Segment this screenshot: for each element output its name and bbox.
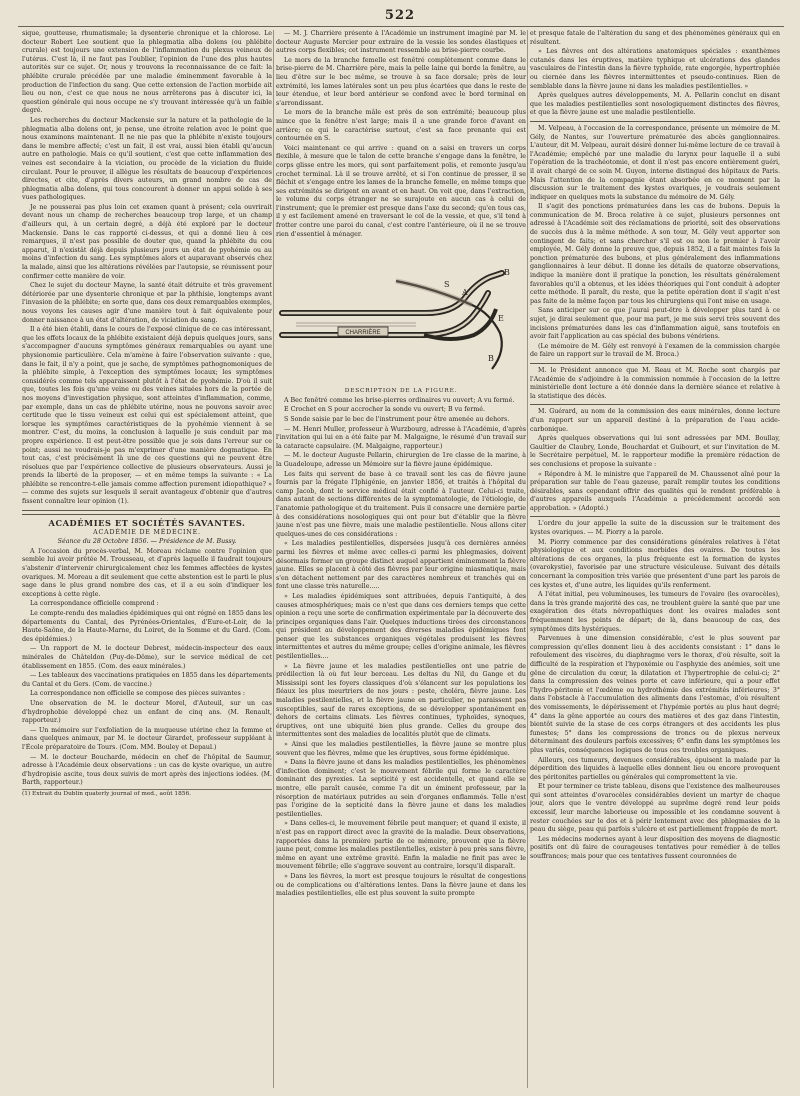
column-divider <box>527 30 528 1088</box>
figure-label-s: S <box>444 280 450 290</box>
paragraph: — Un rapport de M. le docteur Debrest, médecin-inspecteur des eaux minérales de Châteldon (Puy-de-Dôme), sur le service médical de cet établissement en 1855. (Com. des eaux minérales.) <box>22 645 272 670</box>
paragraph: Et pour terminer ce triste tableau, disons que l'existence des malheureuses qui sont atteintes d'ovarocèles considérables devient un martyr de chaque jour, alors que le ventre développé au suprême degré rend leur poids excessif, leur marche laborieuse ou impossible et les condamne souvent à rester couchées sur le dos et à périr lentement avec des phlegmasies de la peau du siège, peau qui parfois s'ulcère et est partiellement frappée de mort. <box>530 783 780 834</box>
paragraph: M. Velpeau, à l'occasion de la correspondance, présente un mémoire de M. Gély, de Nantes, sur l'ouverture prématurée des abcès ganglionnaires. L'auteur, dit M. Velpeau, aurait désiré donner lui-même lecture de ce travail à l'Académie; empêché par une maladie du larynx pour laquelle il a subi l'opération de la trachéotomie, et dont il n'est pas encore entièrement guéri, il avait chargé de ce soin M. Guyon, interne distingué des hôpitaux de Paris. Mais l'attention de la compagnie étant absorbée en ce moment par la discussion sur le traitement des kystes ovariques, je voudrais seulement indiquer en quelques mots la substance du mémoire de M. Gély. <box>530 124 780 201</box>
paragraph: — M. Henri Muller, professeur à Wurzbourg, adresse à l'Académie, d'après l'invitation qui lui en a été faite par M. Malgaigne, le résumé d'un travail sur la cataracte capsulaire. (M. Malgaigne, rapporteur.) <box>276 425 526 450</box>
paragraph: Les faits qui servent de base à ce travail sont les cas de fièvre jaune fournis par la frégate l'Iphigénie, en janvier 1856, et traités à l'hôpital du camp Jacob, dont le service médical était confié à l'auteur. Celui-ci traite, dans autant de sections différentes de la symptomatologie, de l'étiologie, de l'anatomie pathologique et du traitement. Puis il consacre une dernière partie à des considérations nosologiques qui ont pour but d'établir que la fièvre jaune n'est pas une fièvre, mais une maladie pestilentielle. Nous allons citer quelques-unes de ces considérations : <box>276 470 526 538</box>
paragraph: » Les fièvres ont des altérations anatomiques spéciales : exanthèmes cutanés dans les éruptives, matière typhique et ulcérations des glandes vasculaires de l'intestin dans la fièvre typhoïde, rate engorgée, hypertrophiée ou ciernée dans les fièvres intermittentes et pseudo-continues. Rien de semblable dans la fièvre jaune ni dans les maladies pestilentielles. » <box>530 48 780 90</box>
column-divider <box>273 30 274 1088</box>
paragraph: M. Piorry commence par des considérations générales relatives à l'état physiologique et aux conditions morbides des ovaires. De toutes les altérations de ces organes, la plus fréquente est la formation de kystes (ovarokystie), favorisée par une structure vésiculeuse. Suivant des détails concernant la composition très variée que présentent d'une part les parois de ces kystes et, d'une autre, les liquides qu'ils renferment. <box>530 538 780 589</box>
paragraph: sique, goutteuse, rhumatismale; la dysenterie chronique et la chlorose. Le docteur Robert Lee soutient que la phlegmatia alba dolens (ou phlébite crurale) est toujours une extension de l'inflammation du plexus veineux de l'utérus. C'est là, il ne faut pas l'oublier, l'opinion de l'une des plus hautes autorités sur ce sujet. Or, nous y trouvons la reconnaissance de ce fait: la phlébite crurale précédée par une maladie éminemment favorable à la production de l'infection du sang. Que cette extension de l'action morbide ait lieu ou non, c'est ce que nous ne nous arrêterons pas à discuter ici, la question générale qui nous occupe ne s'y trouvant intéressée qu'à un faible degré. <box>22 30 272 115</box>
paragraph: Une observation de M. le docteur Morel, d'Auteuil, sur un cas d'hydrophobie développé chez un enfant de cinq ans. (M. Renault, rapporteur.) <box>22 699 272 725</box>
paragraph: Il a été bien établi, dans le cours de l'exposé clinique de ce cas intéressant, que les effets locaux de la phlébite existaient déjà depuis quelques jours, sans s'accompagner d'aucuns symptômes généraux remarquables ou ayant une physionomie particulière. Cela m'amène à faire l'observation suivante : que, dans le fait, il n'y a point, que je sache, de symptômes pathognomoniques de la phlébite simple, à l'exception des symptômes locaux; les symptômes considérés comme tels apparaissent plutôt à l'état de pyohémie. D'où il suit que, toutes les fois qu'une veine ou des veines situées hors de la portée de nos moyens d'investigation physique, sont atteintes d'inflammation, comme, par exemple, dans un cas de phlébite utérine, nous ne pouvons savoir avec certitude que le tissu veineux est celui qui est spécialement atteint, que lorsque les symptômes caractéristiques de la pyohémie viennent à se montrer. C'est, du moins, la conclusion à laquelle je suis conduit par ma propre expérience. Il est peut-être possible que je sois dans l'erreur sur ce point; aussi ne voudrais-je pas m'exprimer d'une manière dogmatique. En tout cas, c'est précisément là une de ces questions qui ne peuvent être résolues que par l'expérience collective de plusieurs observateurs. Aussi je prends la liberté de la proposer, — et en même temps la suivante : « La phlébite se rencontre-t-elle jamais comme affection purement idiopathique? » — comme des sujets sur lesquels il serait avantageux d'obtenir que d'autres fissent connaître leur opinion (1). <box>22 326 272 506</box>
paragraph: M. le Président annonce que M. Reau et M. Roche sont chargés par l'Académie de s'adjoindre à la commission nommée à l'occasion de la lettre ministérielle dont lecture a été donnée dans la dernière séance et relative à la statistique des décès. <box>530 366 780 400</box>
column-2 <box>276 30 526 1088</box>
column-1 <box>22 30 272 1088</box>
paragraph: Les médecins modernes ayant à leur disposition des moyens de diagnostic positifs ont dû faire de courageuses tentatives pour remédier à de telles souffrances; mais pour que ces tentatives fussent couronnées de <box>530 835 780 861</box>
figure-label-b2: B <box>488 354 494 364</box>
section-rule <box>22 514 272 515</box>
separator-rule <box>530 516 780 517</box>
section-subtitle: ACADÉMIE DE MÉDECINE. <box>93 528 201 536</box>
session-meta: Séance du 28 Octobre 1856. — Présidence de M. Bussy. <box>57 538 237 546</box>
column-3 <box>530 30 780 1088</box>
figure-caption: DESCRIPTION DE LA FIGURE. <box>344 388 458 395</box>
paragraph: — M. J. Charrière présente à l'Académie un instrument imaginé par M. le docteur Auguste Mercier pour extraire de la vessie les sondes élastiques et autres corps flexibles; cet instrument ressemble au brise-pierre courbe. <box>276 30 526 55</box>
paragraph: S Sonde saisie par le bec de l'instrument pour être amenée au dehors. <box>284 416 510 424</box>
figure-label-b: B <box>504 268 510 278</box>
paragraph: Parvenues à une dimension considérable, c'est le plus souvent par compression qu'elles donnent lieu à des accidents consistant : 1° dans le refoulement des viscères, du diaphragme vers le thorax, d'où résulte, soit la difficulté de la respiration et l'hypoxémie ou l'asphyxie des anémies, soit une gêne de circulation du cœur, la dilatation et l'hypertrophie de celui-ci; 2° dans la compression des veines porte et cave inférieure, qui a pour effet l'hydro-péritonie et l'œdème ou hydrothémie des extrémités inférieures; 3° dans l'obstacle à l'accumulation des aliments dans l'estomac, d'où résultent des vomissements, le dépérissement et l'hypémie portés au plus haut degré; 4° dans la gêne apportée au cours des matières et des gaz dans l'intestin, bientôt suivie de la stase de ces corps étrangers et des accidents les plus funestes; 5° dans les compressions de troncs ou de plexus nerveux déterminant des douleurs parfois excessives; 6° enfin dans les symptômes les plus variés, conséquences logiques de tous ces troubles organiques. <box>530 635 780 754</box>
section-rule <box>22 510 272 511</box>
paragraph: — M. le docteur Boucharde, médecin en chef de l'hôpital de Saumur, adresse à l'Académie deux observations : un cas de kyste ovarique, un autre d'hydropisie ascite, tous deux suivis de mort après des injections iodées. (M. Barth, rapporteur.) <box>22 753 272 787</box>
separator-rule <box>530 363 780 364</box>
paragraph: A l'occasion du procès-verbal, M. Moreau réclame contre l'opinion que semble lui avoir prêtée M. Trousseau, et d'après laquelle il faudrait toujours s'abstenir d'intervenir chirurgicalement chez les femmes affectées de kystes ovariques. M. Moreau a dit seulement que cette abstention est le parti le plus sage dans le plus grand nombre des cas, et il a eu soin d'indiquer les exceptions à cette règle. <box>22 547 272 598</box>
paragraph: (Le mémoire de M. Gély est renvoyé à l'examen de la commission chargée de faire un rapport sur le travail de M. Broca.) <box>530 342 780 359</box>
paragraph: A Bec fenêtré comme les brise-pierres ordinaires vu ouvert; A vu fermé. <box>284 396 515 404</box>
paragraph: Sans anticiper sur ce que j'aurai peut-être à développer plus tard à ce sujet, je dirai seulement que, pour ma part, je me suis servi très souvent des incisions prématurées dans les cas d'inflammation aiguë, sans toutefois en avoir fait l'application au cas spécial des bubons vénériens. <box>530 307 780 341</box>
paragraph: — Un mémoire sur l'exfoliation de la muqueuse utérine chez la femme et dans quelques animaux, par M. le docteur Girardet, professeur suppléant à l'École préparatoire de Tours. (Com. MM. Bouley et Depaul.) <box>22 726 272 751</box>
paragraph: E Crochet en S pour accrocher la sonde vu ouvert; B vu fermé. <box>284 406 485 414</box>
paragraph: Le compte-rendu des maladies épidémiques qui ont régné en 1855 dans les départements du Cantal, des Pyrénées-Orientales, d'Eure-et-Loir, de la Haute-Saône, de la Haute-Marne, du Loiret, de la Somme et du Gard. (Com. des épidémies.) <box>22 610 272 643</box>
paragraph: Après quelques autres développements, M. A. Pellarin conclut en disant que les maladies pestilentielles sont nosologiquement distinctes des fièvres, et que la fièvre jaune est une maladie pestilentielle. <box>530 92 780 117</box>
paragraph: Le mors de la branche mâle est près de son extrémité; beaucoup plus mince que la fenêtre n'est large; mais il a une grande force d'avant en arrière; ce qui le caractérise surtout, c'est sa face prenante qui est contournée en S. <box>276 109 526 143</box>
paragraph: Il s'agit des ponctions prématurées dans les cas de bubons. Depuis la communication de M. Broca relative à ce sujet, plusieurs personnes ont adressé à l'Académie soit des réclamations de priorité, soit des observations de succès dus à la même méthode. A son tour, M. Gély veut apporter son contingent de faits; et sans chercher s'il est ou non le premier à l'avoir employée, M. Gély donne la preuve que, depuis 1852, il a fait maintes fois la ponction prématurée des bubons, et plus généralement des inflammations ganglionnaires à leur début. Il donne les détails de quatorze observations, indique la manière dont il pratique la ponction, les résultats généralement favorables qu'il a obtenus, et les idées théoriques qui l'ont conduit à adopter cette méthode. Il paraît, du reste, que la petite opération dont il s'agit n'est pas faite de la même façon par tous les chirurgiens qui l'ont mise en usage. <box>530 203 780 305</box>
figure-label-e: E <box>498 314 504 324</box>
paragraph: » Dans les fièvres, la mort est presque toujours le résultat de congestions ou de complications ou d'altérations lentes. Dans la fièvre jaune et dans les maladies pestilentielles, elle est plus souvent la suite prompte <box>276 872 526 898</box>
footnote: (1) Extrait du Dublin quaterly journal of med., août 1856. <box>22 789 272 799</box>
paragraph: » La fièvre jaune et les maladies pestilentielles ont une patrie de prédilection là où fut leur berceau. Les deltas du Nil, du Gange et du Mississipi sont les foyers classiques d'où s'élancent sur les populations les fléaux les plus meurtriers de nos jours : peste, choléra, fièvre jaune. Les maladies pestilentielles, et la fièvre jaune en particulier, ne paraissent pas susceptibles, sauf de rares exceptions, de se développer spontanément en dehors de certains climats. Les fièvres continues, typhoïdes, synoques, éruptives, ont une ubiquité bien plus grande. Celles du groupe des intermittentes sont des maladies de localités plutôt que de climats. <box>276 662 526 739</box>
paragraph: » Dans celles-ci, le mouvement fébrile peut manquer; et quand il existe, il n'est pas en rapport direct avec la gravité de la maladie. Deux observations, rapportées dans la première partie de ce mémoire, prouvent que la fièvre jaune peut, comme les maladies pestilentielles, exister à peu près sans fièvre, même en ayant une extrême gravité. Enfin la maladie ne finit pas avec le mouvement fébrile; elle s'aggrave souvent au contraire, lorsqu'il disparaît. <box>276 820 526 871</box>
paragraph: A l'état initial, peu volumineuses, les tumeurs de l'ovaire (les ovarocèles), dans la très grande majorité des cas, ne troublent guère la santé que par une exagération des états névropathiques dont les ovaires malades sont fréquemment les points de départ; de là, dans beaucoup de cas, des symptômes dits hystériques. <box>530 591 780 633</box>
paragraph: » Les maladies épidémiques sont attribuées, depuis l'antiquité, à des causes atmosphériques; mais ce n'est que dans ces derniers temps que cette opinion a reçu une sorte de confirmation expérimentale par la découverte des principes organiques dans l'air. Quelques inductions tirées des circonstances qui président au développement des diverses maladies épidémiques font penser que les substances organiques végétales produisent les fièvres intermittentes et autres du même groupe; celles d'origine animale, les fièvres pestilentielles.... <box>276 592 526 661</box>
paragraph: Je ne pousserai pas plus loin cet examen quant à présent; cela ouvrirait devant nous un champ de recherches beaucoup trop large, et un champ d'ailleurs qui, à un certain degré, a déjà été exploré par le docteur Mackensie. Dans le cas rapporté ci-dessus, et qui a donné lieu à ces remarques, il n'est pas possible de douter que, quand la phlébite du cou apparut, il n'existât déjà depuis plusieurs jours un état de pyohémie ou au moins d'infection du sang. Les symptômes alors et auparavant observés chez la malade, ainsi que les altérations révélées par l'autopsie, se réunissent pour confirmer cette manière de voir. <box>22 203 272 280</box>
paragraph: Après quelques observations qui lui sont adressées par MM. Boullay, Gaultier de Claubry, Londe, Bouchardat et Guibourt, et sur l'invitation de M. le Secrétaire perpétuel, M. le rapporteur modifie la première rédaction de ses conclusions et propose la suivante : <box>530 435 780 468</box>
header-rule <box>18 26 784 27</box>
separator-rule <box>530 404 780 405</box>
separator-rule <box>530 121 780 122</box>
paragraph: Ailleurs, ces tumeurs, devenues considérables, épuisent la malade par la déperdition des liquides à laquelle elles donnent lieu ou encore provoquent des péritonites partielles ou générales qui compromettent la vie. <box>530 756 780 781</box>
figure-label-a: A <box>462 288 468 298</box>
paragraph: M. Guérard, au nom de la commission des eaux minérales, donne lecture d'un rapport sur un appareil destiné à la préparation de l'eau acide-carbonique. <box>530 408 780 433</box>
paragraph: et presque fatale de l'altération du sang et des phénomènes généraux qui en résultent. <box>530 30 780 46</box>
paragraph: — M. le docteur Auguste Pellarin, chirurgien de 1re classe de la marine, à la Guadeloupe, adresse un Mémoire sur la fièvre jaune épidémique. <box>276 452 526 468</box>
paragraph: Les recherches du docteur Mackensie sur la nature et la pathologie de la phlegmatia alba dolens ont, je pense, une étroite relation avec le point que nous examinons maintenant. Il ne nie pas que la phlébite n'existe toujours dans le membre affecté; c'est un fait, il est vrai, aussi bien établi qu'aucun autre en pathologie. Mais ce qu'il soutient, c'est que cette inflammation des veines est secondaire à la viciation, ou procède de la viciation du fluide circulant. Pour le prouver, il allègue les résultats de beaucoup d'expériences directes, et cite, d'après divers auteurs, un grand nombre de cas de phlegmatia alba dolens, qui tous concourent à donner un appui solide à ses vues pathologiques. <box>22 116 272 202</box>
paragraph: » Ainsi que les maladies pestilentielles, la fièvre jaune se montre plus souvent que les fièvres, même que les éruptives, sous forme épidémique. <box>276 741 526 757</box>
paragraph: L'ordre du jour appelle la suite de la discussion sur le traitement des kystes ovariques. — M. Piorry a la parole. <box>530 520 780 537</box>
paragraph: Voici maintenant ce qui arrive : quand on a saisi en travers un corps flexible, à mesure que le talon de cette branche s'engage dans la fenêtre, le corps glisse entre les mors, qui sont parfaitement polis, et remonte jusqu'au crochet terminal. Là il se trouve arrêté, et si l'on continue de presser, il se fléchit et s'engage entre les lames de la branche femelle, en même temps que ses extrémités se dirigent en avant et en haut. On voit que, dans l'extraction, le volume du corps étranger ne se surajoute en aucun cas à celui de l'instrument; que le premier est presque dans l'axe du second; qu'en tous cas, il y est facilement amené en traversant le col de la vessie, et que, s'il tend à frotter contre une paroi du canal, c'est contre l'antérieure, où il ne se trouve rien d'essentiel à ménager. <box>276 144 526 238</box>
page-number: 522 <box>384 8 416 23</box>
paragraph: — Les tableaux des vaccinations pratiquées en 1855 dans les départements du Cantal et du Gers. (Com. de vaccine.) <box>22 672 272 688</box>
section-title: ACADÉMIES ET SOCIÉTÉS SAVANTES. <box>48 517 246 528</box>
paragraph: « Les maladies pestilentielles, dispersées jusqu'à ces dernières années parmi les fièvres et même avec celles-ci parmi les phlegmasies, doivent désormais former un groupe distinct auquel appartient éminemment la fièvre jaune. Elles se placent à côté des fièvres par leur origine miasmatique, mais s'en détachent nettement par des caractères nombreux et tranchés qui en font une classe très naturelle..... <box>276 540 526 591</box>
instrument-figure <box>276 243 526 385</box>
lithotrite-illustration <box>276 243 526 385</box>
maker-label: CHARRIÈRE <box>345 330 381 337</box>
paragraph: « Répondre à M. le ministre que l'appareil de M. Chaussenot aîné pour la préparation sur table de l'eau gazeuse, paraît remplir toutes les conditions désirables, sans cependant offrir des qualités qui le rendent préférable à d'autres appareils auxquels l'Académie a précédemment accordé son approbation. » (Adopté.) <box>530 470 780 512</box>
paragraph: Chez le sujet du docteur Mayne, la santé était détruite et très gravement détériorée par une dysenterie chronique et par la phthisie, longtemps avant l'invasion de la phlébite; en sorte que, dans ces deux remarquables exemples, nous voyons les causes agir d'une manière tout à fait équivalente pour donner naissance à un état d'altération, de viciation du sang. <box>22 282 272 324</box>
paragraph: La correspondance officielle comprend : <box>30 600 159 608</box>
paragraph: Le mors de la branche femelle est fenêtré complètement comme dans le brise-pierre de M. Charrière père, mais la pelle laine qui borde la fenêtre, au lieu d'être sur le bec même, se trouve à sa face dorsale; près de leur extrémité, les lames latérales sont un peu plus écartées que dans le reste de leur étendue, et leur bord antérieur se confond avec le bord terminal en s'arrondissant. <box>276 56 526 107</box>
paragraph: La correspondance non officielle se compose des pièces suivantes : <box>30 690 245 698</box>
paragraph: » Dans la fièvre jaune et dans les maladies pestilentielles, les phénomènes d'infection dominent; c'est le mouvement fébrile qui forme le caractère dominant des pyrexies. La septicité y est accidentelle, et quand elle se montre, elle paraît causée, comme l'a dit un éminent professeur, par la résorption de matériaux putrides au sein d'organes enflammés. Telle n'est pas l'origine de la septicité dans la fièvre jaune et dans les maladies pestilentielles. <box>276 759 526 818</box>
